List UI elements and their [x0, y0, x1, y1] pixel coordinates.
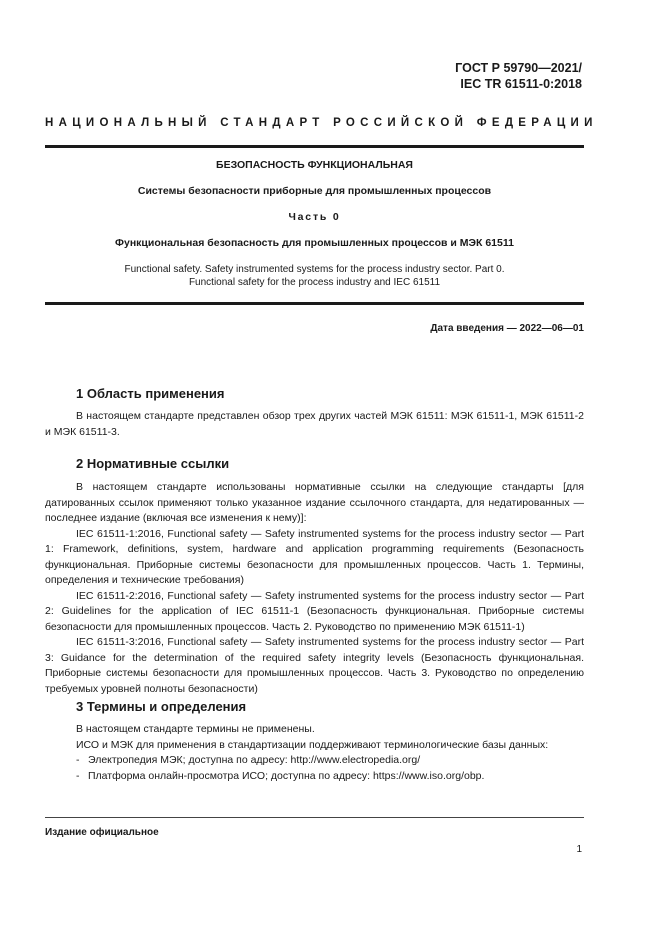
document-code	[282, 60, 582, 92]
section-1-paragraph: В настоящем стандарте представлен обзор трех других частей МЭК 61511: МЭК 61511-1, МЭК 61511-2 и МЭК 61511-3.	[45, 410, 584, 438]
list-item	[45, 769, 584, 785]
section-3-heading: 3 Термины и определения	[76, 699, 247, 714]
title-english-line2: Functional safety for the process industry and IEC 61511	[188, 277, 441, 288]
national-standard-heading: НАЦИОНАЛЬНЫЙ СТАНДАРТ РОССИЙСКОЙ ФЕДЕРАЦИИ	[45, 117, 598, 129]
section-2-reference-3: IEC 61511-3:2016, Functional safety — Safety instrumented systems for the process industry sector — Part 3: Guidance for the determination of the required safety integrity levels (Безопасность функциональная. Приборные системы безопасности для промышленных процессов. Часть 3. Руководство по определению требуемых уровней полноты безопасности)	[45, 636, 584, 695]
list-dash: -	[76, 769, 80, 782]
page-number: 1	[576, 844, 582, 855]
title-part-name: Функциональная безопасность для промышленных процессов и МЭК 61511	[115, 237, 514, 249]
list-item-text: Платформа онлайн-просмотра ИСО; доступна по адресу: https://www.iso.org/obp.	[88, 769, 485, 782]
official-edition: Издание официальное	[45, 827, 159, 838]
header-rule	[45, 145, 584, 148]
list-item-text: Электропедия МЭК; доступна по адресу: http://www.electropedia.org/	[88, 754, 421, 766]
title-part: Часть 0	[288, 211, 341, 223]
introduction-date: Дата введения — 2022—06—01	[430, 323, 584, 334]
section-3-body	[45, 722, 584, 784]
database-list	[45, 753, 584, 784]
document-code-line1: ГОСТ Р 59790—2021/	[455, 61, 582, 75]
section-2-reference-2: IEC 61511-2:2016, Functional safety — Safety instrumented systems for the process industry sector — Part 2: Guidelines for the application of IEC 61511-1 (Безопасность функциональная. Приборные системы безопасности для промышленных процессов. Часть 2. Руководство по применению МЭК 61511-1)	[45, 589, 584, 633]
section-3-paragraph-2: ИСО и МЭК для применения в стандартизации поддерживают терминологические базы данных:	[76, 738, 549, 751]
title-subtitle: Системы безопасности приборные для промышленных процессов	[137, 185, 492, 197]
section-1-heading: 1 Область применения	[76, 386, 225, 401]
list-dash: -	[76, 754, 80, 766]
title-english	[45, 263, 584, 289]
title-rule	[45, 302, 584, 305]
section-2-paragraph-1: В настоящем стандарте использованы нормативные ссылки на следующие стандарты [для датированных ссылок применяют только указанное издание ссылочного стандарта, для недатированных — последнее издание (включая все изменения к нему)]:	[45, 481, 584, 524]
list-item	[45, 753, 584, 769]
section-2-heading: 2 Нормативные ссылки	[76, 456, 230, 471]
section-3-paragraph-1: В настоящем стандарте термины не применены.	[76, 723, 315, 735]
section-2-reference-1: IEC 61511-1:2016, Functional safety — Safety instrumented systems for the process industry sector — Part 1: Framework, definitions, system, hardware and application programming requirements (Безопасность функциональная. Приборные системы безопасности для промышленных процессов. Часть 1. Термины, определения и технические требования)	[45, 527, 584, 586]
section-2-body	[45, 480, 584, 697]
section-1-body	[45, 409, 584, 440]
document-code-line2: IEC TR 61511-0:2018	[460, 77, 582, 91]
title-main: БЕЗОПАСНОСТЬ ФУНКЦИОНАЛЬНАЯ	[216, 159, 413, 171]
title-english-line1: Functional safety. Safety instrumented systems for the process industry sector. Part 0.	[124, 264, 505, 275]
footer-rule	[45, 817, 584, 818]
